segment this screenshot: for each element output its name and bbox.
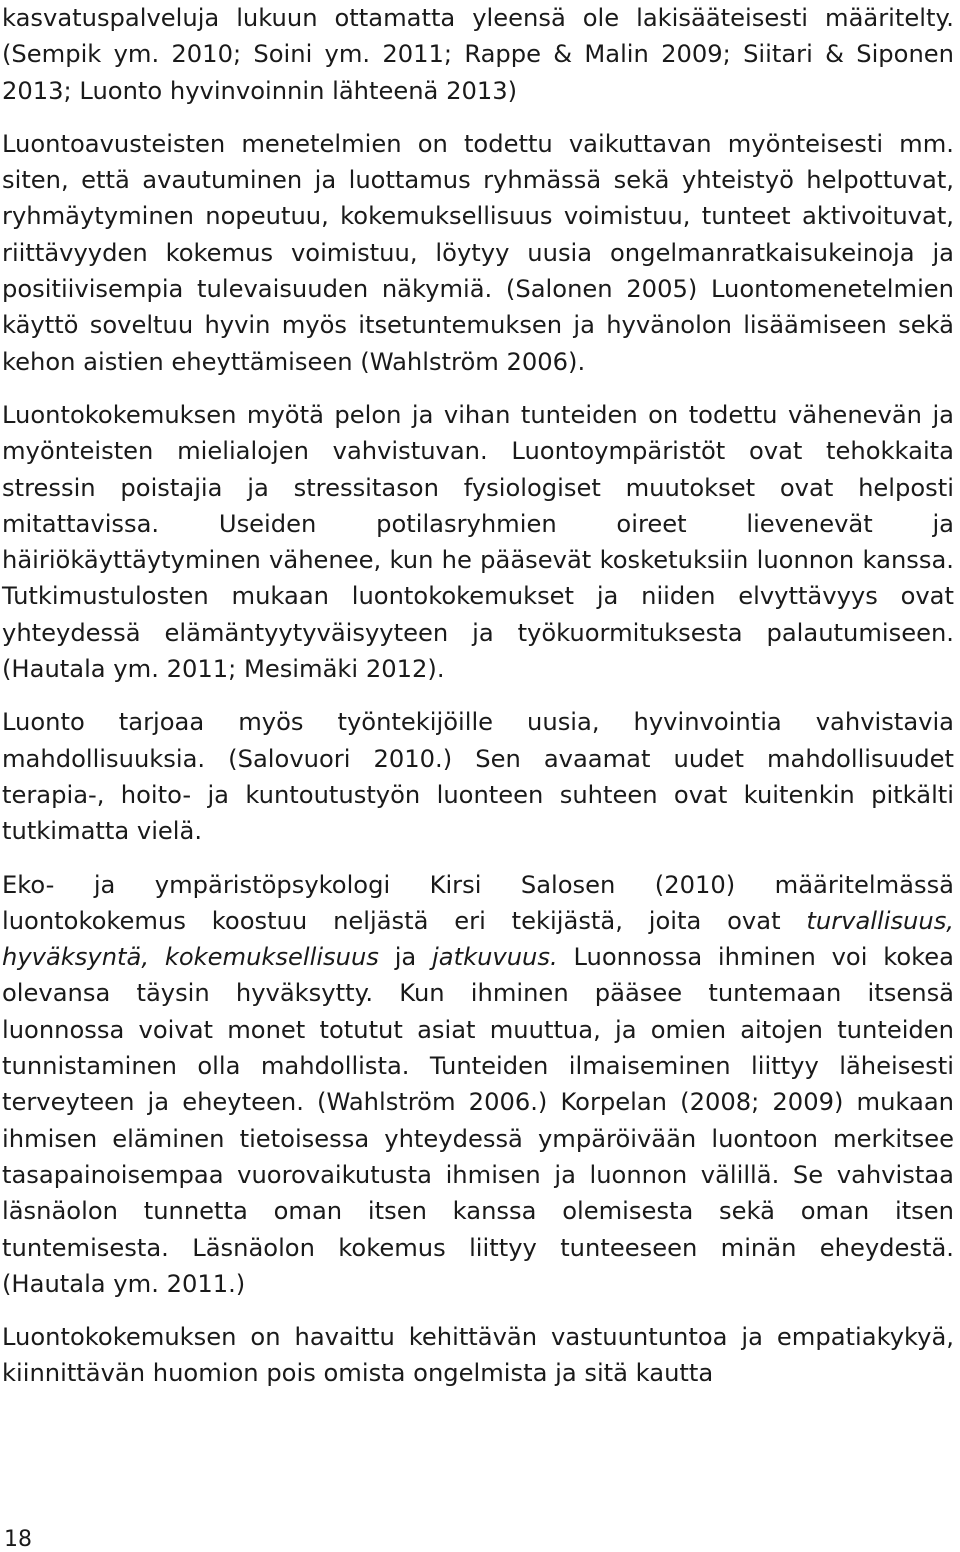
italic-terms: turvallisuus, hyväksyntä, kokemuksellisuus [2,906,954,972]
paragraph-nature-methods: Luontoavusteisten menetelmien on todettu vaikuttavan myönteisesti mm. siten, että avautuminen ja luottamus ryhmässä sekä yhteistyö helpottuvat, ryhmäytyminen nopeutuu, kokemuksellisuus voimistuu, tunteet aktivoituvat, riittävyyden kokemus voimistuu, löytyy uusia ongelmanratkaisukeinoja ja positiivisempia tulevaisuuden näkymiä. (Salonen 2005) Luontomenetelmien käyttö soveltuu hyvin myös itsetuntemuksen ja hyvänolon lisäämiseen sekä kehon aistien eheyttämiseen (Wahlström 2006). [2,129,954,376]
italic-term-continuity: jatkuvuus. [432,943,558,972]
page-number: 18 [4,1527,32,1552]
paragraph-text-before: Eko- ja ympäristöpsykologi Kirsi Salosen (2010) määritelmässä luontokokemus koostuu neljästä eri tekijästä, joita ovat [2,870,954,935]
paragraph-text-after: Luonnossa ihminen voi kokea olevansa täysin hyväksytty. Kun ihminen pääsee tuntemaan itsensä luonnossa voivat monet totutut asiat muuttua, ja omien aitojen tunteiden tunnistaminen olla mahdollista. Tunteiden ilmaiseminen liittyy läheisesti terveyteen ja eheyteen. (Wahlström 2006.) Korpelan (2008; 2009) mukaan ihmisen eläminen tietoisessa yhteydessä ympäröivään luontoon merkitsee tasapainoisempaa vuorovaikutusta ihmisen ja luonnon välillä. Se vahvistaa läsnäolon tunnetta oman itsen kanssa olemisesta sekä oman itsen tuntemisesta. Läsnäolon kokemus liittyy tunteeseen minän eheydestä. (Hautala ym. 2011.) [2,943,954,1298]
document-body [2,0,954,1392]
paragraph-empathy: Luontokokemuksen on havaittu kehittävän vastuuntuntoa ja empatiakykyä, kiinnittävän huomion pois omista ongelmista ja sitä kautta [2,1323,954,1388]
paragraph-continuation: kasvatuspalveluja lukuun ottamatta yleensä ole lakisääteisesti määritelty. (Sempik ym. 2010; Soini ym. 2011; Rappe & Malin 2009; Siitari & Siponen 2013; Luonto hyvinvoinnin lähteenä 2013) [2,4,954,105]
paragraph-eco-psychology [2,867,954,1303]
paragraph-text-mid: ja [378,943,433,972]
paragraph-workers: Luonto tarjoaa myös työntekijöille uusia, hyvinvointia vahvistavia mahdollisuuksia. (Salovuori 2010.) Sen avaamat uudet mahdollisuudet terapia-, hoito- ja kuntoutustyön luonteen suhteen ovat kuitenkin pitkälti tutkimatta vielä. [2,708,954,846]
paragraph-nature-experience: Luontokokemuksen myötä pelon ja vihan tunteiden on todettu vähenevän ja myönteisten mielialojen vahvistuvan. Luontoympäristöt ovat tehokkaita stressin poistajia ja stressitason fysiologiset muutokset ovat helposti mitattavissa. Useiden potilasryhmien oireet lievenevät ja häiriökäyttäytyminen vähenee, kun he pääsevät kosketuksiin luonnon kanssa. Tutkimustulosten mukaan luontokokemukset ja niiden elvyttävyys ovat yhteydessä elämäntyytyväisyyteen ja työkuormituksesta palautumiseen. (Hautala ym. 2011; Mesimäki 2012). [2,400,954,684]
